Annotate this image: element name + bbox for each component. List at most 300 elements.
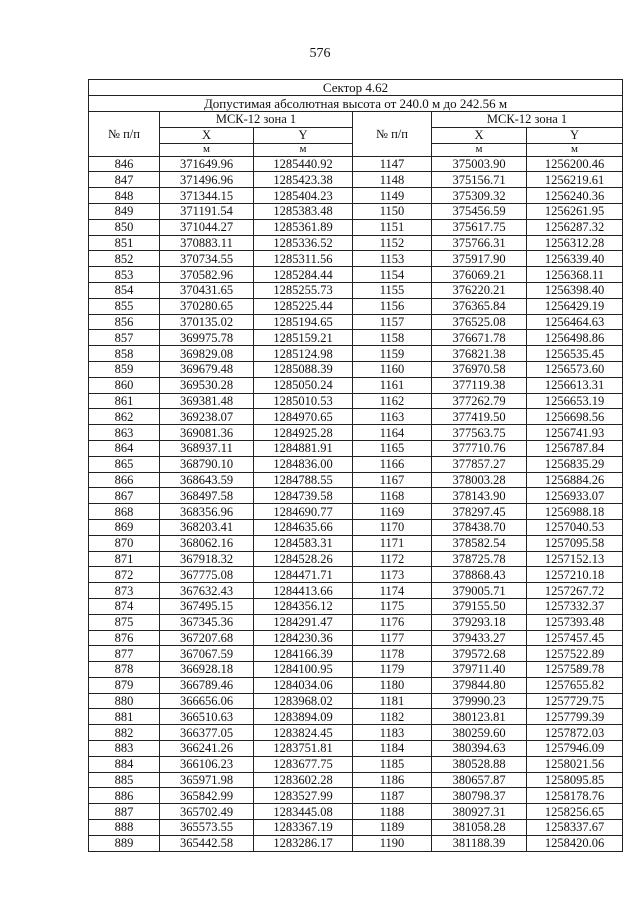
y-value-left: 1283527.99 <box>254 788 353 804</box>
x-value-right: 379990.23 <box>432 693 527 709</box>
y-header-left: Y <box>254 127 353 143</box>
row-number-right: 1147 <box>353 156 432 172</box>
x-value-right: 380927.31 <box>432 804 527 820</box>
y-value-left: 1284034.06 <box>254 677 353 693</box>
table-row <box>89 741 623 757</box>
x-value-right: 377710.76 <box>432 440 527 456</box>
y-value-right: 1257332.37 <box>527 598 623 614</box>
y-value-left: 1284739.58 <box>254 488 353 504</box>
x-value-right: 377563.75 <box>432 425 527 441</box>
y-value-left: 1285383.48 <box>254 203 353 219</box>
x-header-right: X <box>432 127 527 143</box>
table-row <box>89 282 623 298</box>
table-row <box>89 456 623 472</box>
table-row <box>89 567 623 583</box>
y-value-left: 1285159.21 <box>254 330 353 346</box>
x-value-left: 370280.65 <box>160 298 254 314</box>
table-row <box>89 756 623 772</box>
row-number-right: 1165 <box>353 440 432 456</box>
row-number-left: 877 <box>89 646 160 662</box>
x-value-left: 366106.23 <box>160 756 254 772</box>
zone-header-left: МСК-12 зона 1 <box>160 112 353 128</box>
x-value-right: 380259.60 <box>432 725 527 741</box>
table-body <box>89 156 623 851</box>
row-number-left: 851 <box>89 235 160 251</box>
x-value-left: 369829.08 <box>160 346 254 362</box>
y-value-left: 1283445.08 <box>254 804 353 820</box>
row-number-left: 853 <box>89 267 160 283</box>
y-value-left: 1284230.36 <box>254 630 353 646</box>
x-value-left: 368497.58 <box>160 488 254 504</box>
table-row <box>89 188 623 204</box>
y-value-left: 1284413.66 <box>254 583 353 599</box>
row-number-right: 1188 <box>353 804 432 820</box>
row-number-left: 855 <box>89 298 160 314</box>
x-value-left: 367918.32 <box>160 551 254 567</box>
y-value-left: 1284635.66 <box>254 519 353 535</box>
x-value-right: 379293.18 <box>432 614 527 630</box>
y-value-right: 1256884.26 <box>527 472 623 488</box>
x-value-right: 380528.88 <box>432 756 527 772</box>
row-number-left: 880 <box>89 693 160 709</box>
y-value-right: 1258420.06 <box>527 835 623 851</box>
row-number-left: 868 <box>89 504 160 520</box>
row-number-left: 854 <box>89 282 160 298</box>
table-row <box>89 440 623 456</box>
table-row <box>89 788 623 804</box>
num-header-left: № п/п <box>89 112 160 157</box>
table-row <box>89 425 623 441</box>
y-value-left: 1285194.65 <box>254 314 353 330</box>
row-number-right: 1157 <box>353 314 432 330</box>
y-value-left: 1284690.77 <box>254 504 353 520</box>
row-number-right: 1153 <box>353 251 432 267</box>
table-row <box>89 298 623 314</box>
table-row <box>89 235 623 251</box>
x-value-left: 369381.48 <box>160 393 254 409</box>
y-value-right: 1256835.29 <box>527 456 623 472</box>
row-number-left: 886 <box>89 788 160 804</box>
x-value-left: 365842.99 <box>160 788 254 804</box>
x-value-left: 366656.06 <box>160 693 254 709</box>
row-number-left: 856 <box>89 314 160 330</box>
x-value-left: 370883.11 <box>160 235 254 251</box>
x-value-left: 365702.49 <box>160 804 254 820</box>
y-value-right: 1256741.93 <box>527 425 623 441</box>
x-value-right: 375456.59 <box>432 203 527 219</box>
y-value-right: 1256287.32 <box>527 219 623 235</box>
x-value-left: 370582.96 <box>160 267 254 283</box>
x-unit-left: м <box>160 143 254 156</box>
x-value-left: 368062.16 <box>160 535 254 551</box>
row-number-right: 1151 <box>353 219 432 235</box>
x-value-left: 371344.15 <box>160 188 254 204</box>
x-value-right: 376525.08 <box>432 314 527 330</box>
y-value-right: 1256698.56 <box>527 409 623 425</box>
x-value-right: 380657.87 <box>432 772 527 788</box>
y-value-left: 1284970.65 <box>254 409 353 425</box>
row-number-left: 883 <box>89 741 160 757</box>
row-number-right: 1177 <box>353 630 432 646</box>
row-number-left: 857 <box>89 330 160 346</box>
y-value-right: 1256498.86 <box>527 330 623 346</box>
table-row <box>89 472 623 488</box>
x-value-right: 376821.38 <box>432 346 527 362</box>
row-number-right: 1186 <box>353 772 432 788</box>
row-number-right: 1174 <box>353 583 432 599</box>
table-row <box>89 393 623 409</box>
table-row <box>89 709 623 725</box>
x-value-right: 376220.21 <box>432 282 527 298</box>
y-value-left: 1285225.44 <box>254 298 353 314</box>
row-number-left: 889 <box>89 835 160 851</box>
y-value-right: 1258021.56 <box>527 756 623 772</box>
x-value-right: 381058.28 <box>432 820 527 836</box>
row-number-left: 882 <box>89 725 160 741</box>
x-value-right: 376970.58 <box>432 361 527 377</box>
x-value-right: 375156.71 <box>432 172 527 188</box>
table-row <box>89 203 623 219</box>
y-value-right: 1257457.45 <box>527 630 623 646</box>
table-row <box>89 409 623 425</box>
x-value-left: 367495.15 <box>160 598 254 614</box>
y-header-right: Y <box>527 127 623 143</box>
x-value-right: 375917.90 <box>432 251 527 267</box>
x-value-right: 377262.79 <box>432 393 527 409</box>
table-row <box>89 693 623 709</box>
y-value-left: 1285255.73 <box>254 282 353 298</box>
table-row <box>89 646 623 662</box>
x-value-right: 378725.78 <box>432 551 527 567</box>
row-number-right: 1172 <box>353 551 432 567</box>
y-value-left: 1284836.00 <box>254 456 353 472</box>
row-number-right: 1168 <box>353 488 432 504</box>
row-number-right: 1179 <box>353 662 432 678</box>
row-number-right: 1175 <box>353 598 432 614</box>
y-value-left: 1285336.52 <box>254 235 353 251</box>
y-value-right: 1257799.39 <box>527 709 623 725</box>
x-value-left: 367775.08 <box>160 567 254 583</box>
table-row <box>89 330 623 346</box>
x-value-right: 379155.50 <box>432 598 527 614</box>
y-value-right: 1257589.78 <box>527 662 623 678</box>
row-number-left: 861 <box>89 393 160 409</box>
table-row <box>89 172 623 188</box>
x-value-right: 381188.39 <box>432 835 527 851</box>
row-number-right: 1154 <box>353 267 432 283</box>
row-number-right: 1173 <box>353 567 432 583</box>
y-value-left: 1285404.23 <box>254 188 353 204</box>
x-value-right: 379844.80 <box>432 677 527 693</box>
x-value-left: 371191.54 <box>160 203 254 219</box>
y-unit-right: м <box>527 143 623 156</box>
x-value-left: 370431.65 <box>160 282 254 298</box>
x-value-left: 369975.78 <box>160 330 254 346</box>
y-unit-left: м <box>254 143 353 156</box>
row-number-right: 1189 <box>353 820 432 836</box>
y-value-left: 1284166.39 <box>254 646 353 662</box>
row-number-left: 887 <box>89 804 160 820</box>
table-row <box>89 251 623 267</box>
row-number-right: 1149 <box>353 188 432 204</box>
x-value-right: 379572.68 <box>432 646 527 662</box>
table-row <box>89 677 623 693</box>
zone-header-right: МСК-12 зона 1 <box>432 112 623 128</box>
x-value-right: 377119.38 <box>432 377 527 393</box>
row-number-left: 863 <box>89 425 160 441</box>
row-number-right: 1164 <box>353 425 432 441</box>
y-value-left: 1284881.91 <box>254 440 353 456</box>
y-value-left: 1284356.12 <box>254 598 353 614</box>
x-value-left: 368643.59 <box>160 472 254 488</box>
x-value-right: 378297.45 <box>432 504 527 520</box>
table-row <box>89 583 623 599</box>
x-value-left: 370734.55 <box>160 251 254 267</box>
row-number-left: 866 <box>89 472 160 488</box>
row-number-right: 1161 <box>353 377 432 393</box>
y-value-left: 1285361.89 <box>254 219 353 235</box>
x-value-left: 365442.58 <box>160 835 254 851</box>
row-number-left: 872 <box>89 567 160 583</box>
y-value-left: 1283894.09 <box>254 709 353 725</box>
row-number-left: 847 <box>89 172 160 188</box>
x-value-right: 380798.37 <box>432 788 527 804</box>
table-row <box>89 804 623 820</box>
x-value-right: 379433.27 <box>432 630 527 646</box>
x-value-right: 380394.63 <box>432 741 527 757</box>
y-value-right: 1256368.11 <box>527 267 623 283</box>
row-number-left: 859 <box>89 361 160 377</box>
x-unit-right: м <box>432 143 527 156</box>
x-value-left: 371649.96 <box>160 156 254 172</box>
row-number-right: 1167 <box>353 472 432 488</box>
x-value-right: 375003.90 <box>432 156 527 172</box>
table-row <box>89 772 623 788</box>
y-value-left: 1283677.75 <box>254 756 353 772</box>
x-value-right: 376671.78 <box>432 330 527 346</box>
y-value-right: 1257729.75 <box>527 693 623 709</box>
row-number-right: 1184 <box>353 741 432 757</box>
row-number-left: 852 <box>89 251 160 267</box>
y-value-right: 1256613.31 <box>527 377 623 393</box>
x-value-right: 377419.50 <box>432 409 527 425</box>
x-value-left: 367345.36 <box>160 614 254 630</box>
row-number-right: 1180 <box>353 677 432 693</box>
row-number-left: 888 <box>89 820 160 836</box>
y-value-right: 1256429.19 <box>527 298 623 314</box>
row-number-right: 1158 <box>353 330 432 346</box>
y-value-left: 1283367.19 <box>254 820 353 836</box>
y-value-right: 1256339.40 <box>527 251 623 267</box>
x-value-left: 369238.07 <box>160 409 254 425</box>
table-row <box>89 835 623 851</box>
y-value-left: 1285311.56 <box>254 251 353 267</box>
x-value-right: 380123.81 <box>432 709 527 725</box>
y-value-right: 1257393.48 <box>527 614 623 630</box>
x-value-left: 368937.11 <box>160 440 254 456</box>
y-value-right: 1257872.03 <box>527 725 623 741</box>
row-number-right: 1176 <box>353 614 432 630</box>
row-number-left: 846 <box>89 156 160 172</box>
row-number-left: 864 <box>89 440 160 456</box>
row-number-right: 1169 <box>353 504 432 520</box>
x-value-right: 379005.71 <box>432 583 527 599</box>
row-number-left: 850 <box>89 219 160 235</box>
x-value-right: 379711.40 <box>432 662 527 678</box>
row-number-right: 1182 <box>353 709 432 725</box>
table-row <box>89 504 623 520</box>
page-number: 576 <box>309 46 331 61</box>
x-value-left: 367067.59 <box>160 646 254 662</box>
num-header-right: № п/п <box>353 112 432 157</box>
table-row <box>89 662 623 678</box>
y-value-left: 1285050.24 <box>254 377 353 393</box>
row-number-right: 1187 <box>353 788 432 804</box>
y-value-right: 1257210.18 <box>527 567 623 583</box>
row-number-left: 875 <box>89 614 160 630</box>
row-number-left: 885 <box>89 772 160 788</box>
row-number-left: 870 <box>89 535 160 551</box>
table-row <box>89 519 623 535</box>
row-number-left: 881 <box>89 709 160 725</box>
table-row <box>89 488 623 504</box>
row-number-left: 862 <box>89 409 160 425</box>
y-value-right: 1256787.84 <box>527 440 623 456</box>
y-value-right: 1258178.76 <box>527 788 623 804</box>
y-value-left: 1285284.44 <box>254 267 353 283</box>
x-value-left: 371496.96 <box>160 172 254 188</box>
x-value-left: 365573.55 <box>160 820 254 836</box>
row-number-left: 858 <box>89 346 160 362</box>
y-value-left: 1285124.98 <box>254 346 353 362</box>
row-number-right: 1183 <box>353 725 432 741</box>
x-header-left: X <box>160 127 254 143</box>
y-value-right: 1258095.85 <box>527 772 623 788</box>
y-value-left: 1284100.95 <box>254 662 353 678</box>
row-number-right: 1166 <box>353 456 432 472</box>
y-value-right: 1256464.63 <box>527 314 623 330</box>
table-row <box>89 219 623 235</box>
x-value-left: 366510.63 <box>160 709 254 725</box>
table-row <box>89 346 623 362</box>
y-value-right: 1257946.09 <box>527 741 623 757</box>
row-number-left: 878 <box>89 662 160 678</box>
x-value-left: 371044.27 <box>160 219 254 235</box>
row-number-right: 1150 <box>353 203 432 219</box>
row-number-right: 1190 <box>353 835 432 851</box>
x-value-right: 378143.90 <box>432 488 527 504</box>
y-value-left: 1284583.31 <box>254 535 353 551</box>
row-number-right: 1181 <box>353 693 432 709</box>
y-value-right: 1257152.13 <box>527 551 623 567</box>
table-row <box>89 314 623 330</box>
y-value-right: 1256200.46 <box>527 156 623 172</box>
y-value-right: 1256398.40 <box>527 282 623 298</box>
table-row <box>89 820 623 836</box>
y-value-right: 1257267.72 <box>527 583 623 599</box>
row-number-left: 867 <box>89 488 160 504</box>
row-number-right: 1171 <box>353 535 432 551</box>
x-value-left: 366789.46 <box>160 677 254 693</box>
x-value-left: 369679.48 <box>160 361 254 377</box>
row-number-right: 1148 <box>353 172 432 188</box>
row-number-left: 873 <box>89 583 160 599</box>
y-value-left: 1283824.45 <box>254 725 353 741</box>
y-value-left: 1285423.38 <box>254 172 353 188</box>
row-number-right: 1152 <box>353 235 432 251</box>
y-value-right: 1256312.28 <box>527 235 623 251</box>
x-value-left: 369530.28 <box>160 377 254 393</box>
y-value-left: 1285088.39 <box>254 361 353 377</box>
table-row <box>89 535 623 551</box>
y-value-left: 1283286.17 <box>254 835 353 851</box>
y-value-right: 1256933.07 <box>527 488 623 504</box>
table-row <box>89 551 623 567</box>
row-number-right: 1170 <box>353 519 432 535</box>
y-value-left: 1283602.28 <box>254 772 353 788</box>
table-row <box>89 361 623 377</box>
row-number-right: 1178 <box>353 646 432 662</box>
x-value-left: 365971.98 <box>160 772 254 788</box>
row-number-left: 879 <box>89 677 160 693</box>
x-value-right: 375617.75 <box>432 219 527 235</box>
height-title: Допустимая абсолютная высота от 240.0 м до 242.56 м <box>89 96 623 112</box>
x-value-right: 376069.21 <box>432 267 527 283</box>
x-value-left: 368790.10 <box>160 456 254 472</box>
x-value-right: 375766.31 <box>432 235 527 251</box>
table-row <box>89 377 623 393</box>
x-value-left: 367632.43 <box>160 583 254 599</box>
y-value-left: 1284291.47 <box>254 614 353 630</box>
y-value-right: 1257040.53 <box>527 519 623 535</box>
row-number-right: 1160 <box>353 361 432 377</box>
x-value-left: 370135.02 <box>160 314 254 330</box>
x-value-right: 375309.32 <box>432 188 527 204</box>
x-value-left: 368356.96 <box>160 504 254 520</box>
table-row <box>89 725 623 741</box>
y-value-right: 1258337.67 <box>527 820 623 836</box>
y-value-right: 1257522.89 <box>527 646 623 662</box>
y-value-left: 1283968.02 <box>254 693 353 709</box>
y-value-right: 1256240.36 <box>527 188 623 204</box>
row-number-left: 884 <box>89 756 160 772</box>
y-value-right: 1256219.61 <box>527 172 623 188</box>
y-value-right: 1257095.58 <box>527 535 623 551</box>
y-value-right: 1257655.82 <box>527 677 623 693</box>
table-row <box>89 614 623 630</box>
y-value-left: 1285440.92 <box>254 156 353 172</box>
y-value-right: 1256535.45 <box>527 346 623 362</box>
x-value-left: 369081.36 <box>160 425 254 441</box>
row-number-left: 848 <box>89 188 160 204</box>
row-number-left: 860 <box>89 377 160 393</box>
sector-title: Сектор 4.62 <box>89 80 623 96</box>
row-number-right: 1162 <box>353 393 432 409</box>
table-row <box>89 156 623 172</box>
coordinates-table <box>88 79 623 852</box>
row-number-left: 869 <box>89 519 160 535</box>
table-row <box>89 267 623 283</box>
x-value-left: 368203.41 <box>160 519 254 535</box>
x-value-left: 366928.18 <box>160 662 254 678</box>
table-row <box>89 630 623 646</box>
y-value-left: 1283751.81 <box>254 741 353 757</box>
row-number-right: 1155 <box>353 282 432 298</box>
y-value-left: 1284528.26 <box>254 551 353 567</box>
y-value-right: 1256573.60 <box>527 361 623 377</box>
y-value-left: 1284471.71 <box>254 567 353 583</box>
row-number-left: 874 <box>89 598 160 614</box>
